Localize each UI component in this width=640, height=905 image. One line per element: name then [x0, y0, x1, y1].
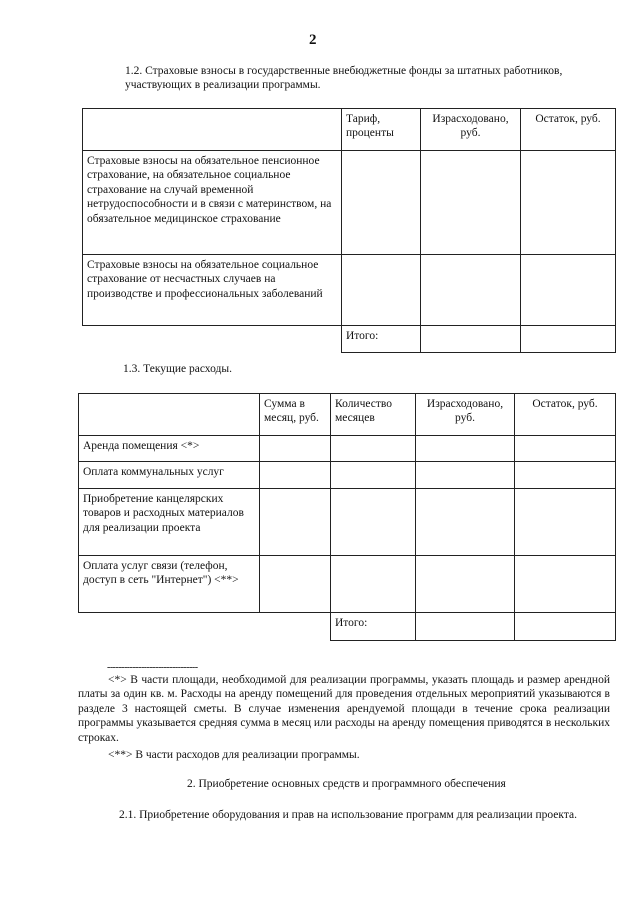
footnote-separator: --------------------------------: [107, 662, 198, 673]
header-cell-spent: Израсходовано, руб.: [416, 394, 515, 436]
header-cell-tariff: Тариф, проценты: [342, 109, 421, 151]
table-cell[interactable]: [515, 436, 616, 462]
insurance-table: [82, 108, 616, 353]
table-cell[interactable]: [515, 556, 616, 613]
table-cell[interactable]: [331, 556, 416, 613]
row-label: Оплата коммунальных услуг: [79, 462, 260, 489]
header-cell-remainder: Остаток, руб.: [521, 109, 616, 151]
header-cell-remainder: Остаток, руб.: [515, 394, 616, 436]
table-row: [79, 436, 616, 462]
table-cell[interactable]: [521, 326, 616, 353]
row-label: Оплата услуг связи (телефон, доступ в сеть "Интернет") <**>: [79, 556, 260, 613]
table-cell[interactable]: [416, 436, 515, 462]
table-row: [83, 255, 616, 326]
row-label: Аренда помещения <*>: [79, 436, 260, 462]
table-cell[interactable]: [260, 489, 331, 556]
table-cell[interactable]: [515, 489, 616, 556]
table-cell[interactable]: [515, 462, 616, 489]
table-cell[interactable]: [260, 556, 331, 613]
header-cell-empty: [79, 394, 260, 436]
total-label: Итого:: [331, 613, 416, 641]
table-cell[interactable]: [331, 436, 416, 462]
table-cell[interactable]: [416, 462, 515, 489]
table-row: [83, 151, 616, 255]
table-cell[interactable]: [342, 255, 421, 326]
table-row: [79, 462, 616, 489]
table-cell[interactable]: [260, 462, 331, 489]
header-cell-monthly-sum: Сумма в месяц, руб.: [260, 394, 331, 436]
table-row: [79, 489, 616, 556]
current-expenses-table: [78, 393, 616, 641]
table-cell[interactable]: [416, 613, 515, 641]
section-2-1-text: 2.1. Приобретение оборудования и прав на использование программ для реализации проекта.: [119, 809, 577, 821]
total-label: Итого:: [342, 326, 421, 353]
section-1-3-heading: 1.3. Текущие расходы.: [123, 363, 232, 375]
footnote-2: <**> В части расходов для реализации программы.: [108, 749, 360, 761]
section-2-heading: 2. Приобретение основных средств и программного обеспечения: [187, 778, 506, 790]
table-cell[interactable]: [331, 462, 416, 489]
table-cell[interactable]: [260, 436, 331, 462]
table-cell[interactable]: [521, 151, 616, 255]
section-1-2-heading: 1.2. Страховые взносы в государственные внебюджетные фонды за штатных работников, участвующих в реализации программы.: [125, 65, 563, 92]
table-header-row: [79, 394, 616, 436]
table-cell[interactable]: [515, 613, 616, 641]
total-row: [83, 326, 616, 353]
table-cell[interactable]: [416, 556, 515, 613]
table-header-row: [83, 109, 616, 151]
total-row: [79, 613, 616, 641]
header-cell-spent: Израсходовано, руб.: [421, 109, 521, 151]
table-cell[interactable]: [421, 255, 521, 326]
page-number: 2: [309, 32, 317, 48]
empty-cell: [83, 326, 342, 353]
table-cell[interactable]: [421, 151, 521, 255]
table-cell[interactable]: [342, 151, 421, 255]
row-label: Приобретение канцелярских товаров и расходных материалов для реализации проекта: [79, 489, 260, 556]
table-cell[interactable]: [416, 489, 515, 556]
row-label: Страховые взносы на обязательное социальное страхование от несчастных случаев на производстве и профессиональных заболеваний: [83, 255, 342, 326]
row-label: Страховые взносы на обязательное пенсионное страхование, на обязательное социальное страхование на случай временной нетрудоспособности и в связи с материнством, на обязательное медицинское страхование: [83, 151, 342, 255]
table-row: [79, 556, 616, 613]
header-cell-empty: [83, 109, 342, 151]
empty-cell: [79, 613, 260, 641]
table-cell[interactable]: [331, 489, 416, 556]
footnote-1: <*> В части площади, необходимой для реализации программы, указать площадь и размер арендной платы за один кв. м. Расходы на аренду помещений для проведения отдельных мероприятий указываются в разделе 3 настоящей сметы. В случае изменения арендуемой площади в течение срока реализации программы указывается средняя сумма в месяц или расходы на аренду помещения приводятся в нескольких строках.: [78, 674, 610, 744]
table-cell[interactable]: [421, 326, 521, 353]
empty-cell: [260, 613, 331, 641]
header-cell-months: Количество месяцев: [331, 394, 416, 436]
table-cell[interactable]: [521, 255, 616, 326]
